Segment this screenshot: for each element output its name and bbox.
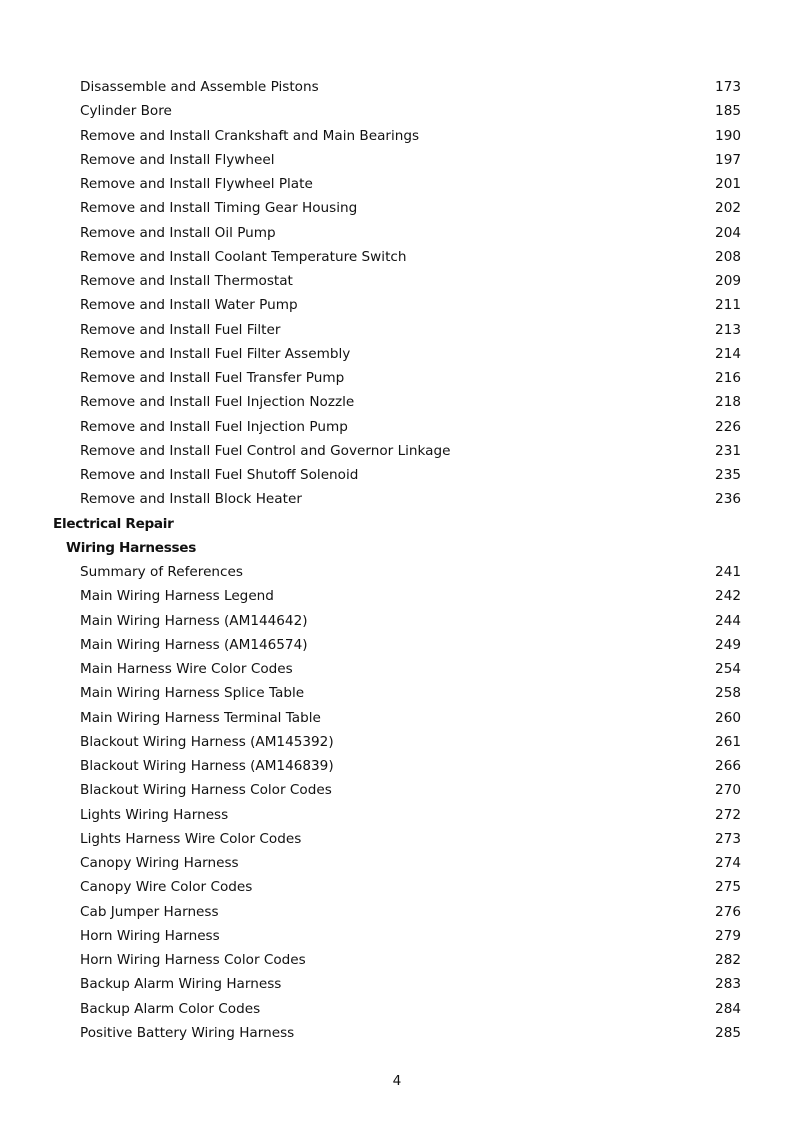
toc-entry-title: Blackout Wiring Harness (AM145392) [80,733,334,750]
toc-entry-title: Horn Wiring Harness Color Codes [80,952,306,968]
toc-entry [0,972,794,996]
toc-entry [0,1021,794,1045]
toc-entry-title: Blackout Wiring Harness (AM146839) [80,758,334,774]
toc-entry [0,75,794,99]
toc-entry-page: 254 [715,661,741,677]
toc-entry-title: Lights Wiring Harness [80,806,229,823]
toc-entry [0,778,794,802]
toc-entry [0,609,794,633]
toc-entry-page: 197 [715,151,741,168]
toc-entry-page: 283 [715,976,741,993]
toc-entry [0,924,794,948]
toc-entry [0,439,794,463]
toc-entry-title: Remove and Install Fuel Injection Nozzle [80,394,355,411]
toc-entry-page: 266 [715,758,741,774]
toc-entry-page: 213 [715,321,741,338]
toc-entry [0,875,794,899]
toc-entry-page: 285 [715,1024,741,1041]
toc-entry-page: 282 [715,952,741,968]
toc-entry-page: 242 [715,588,741,605]
toc-entry-title: Lights Harness Wire Color Codes [80,830,302,847]
toc-entry-title: Remove and Install Timing Gear Housing [80,200,358,217]
toc-entry-page: 185 [715,103,741,120]
toc-entry [0,706,794,730]
table-of-contents [0,75,794,1045]
toc-entry [0,245,794,269]
toc-entry-title: Canopy Wiring Harness [80,855,239,871]
toc-entry [0,900,794,924]
toc-entry-title: Main Wiring Harness Terminal Table [80,709,321,726]
toc-entry-title: Main Wiring Harness (AM146574) [80,636,308,653]
toc-entry-page: 208 [715,248,741,265]
toc-entry-title: Remove and Install Block Heater [80,491,302,508]
toc-entry [0,657,794,681]
toc-entry-title: Remove and Install Fuel Filter [80,321,281,338]
toc-entry-title: Remove and Install Flywheel [80,151,275,168]
toc-entry-page: 274 [715,855,741,871]
toc-entry-page: 236 [715,491,741,508]
page-number: 4 [392,1073,402,1089]
toc-entry-page: 173 [715,79,741,95]
toc-entry-page: 214 [715,345,741,362]
toc-entry-title: Remove and Install Crankshaft and Main Bearings [80,127,420,144]
toc-entry-page: 244 [715,612,741,629]
toc-entry [0,148,794,172]
toc-entry-page: 211 [715,297,741,314]
toc-entry [0,487,794,511]
toc-entry-page: 261 [715,733,741,750]
toc-entry-title: Remove and Install Flywheel Plate [80,176,313,192]
toc-entry [0,851,794,875]
toc-entry-title: Main Wiring Harness Splice Table [80,685,305,702]
toc-entry-page: 279 [715,927,741,944]
toc-section-heading [0,512,794,536]
toc-entry-title: Remove and Install Fuel Filter Assembly [80,345,351,362]
toc-entry [0,293,794,317]
toc-entry-title: Main Harness Wire Color Codes [80,661,293,677]
toc-entry-page: 202 [715,200,741,217]
toc-entry-page: 204 [715,224,741,241]
toc-entry [0,681,794,705]
toc-entry [0,997,794,1021]
toc-entry-title: Blackout Wiring Harness Color Codes [80,782,332,799]
toc-entry-page: 235 [715,467,741,483]
toc-entry [0,99,794,123]
toc-entry [0,754,794,778]
toc-entry-title: Remove and Install Coolant Temperature Switch [80,248,407,265]
toc-entry-page: 209 [715,273,741,289]
toc-entry [0,269,794,293]
toc-entry-page: 249 [715,636,741,653]
toc-section-heading [0,536,794,560]
toc-entry [0,366,794,390]
toc-entry-page: 218 [715,394,741,411]
toc-entry-page: 216 [715,370,741,386]
toc-entry-page: 284 [715,1000,741,1017]
toc-entry-page: 276 [715,903,741,920]
toc-entry-title: Remove and Install Oil Pump [80,224,276,241]
toc-entry [0,172,794,196]
toc-entry-page: 270 [715,782,741,799]
toc-entry-page: 258 [715,685,741,702]
toc-entry-page: 272 [715,806,741,823]
toc-entry-title: Remove and Install Fuel Shutoff Solenoid [80,467,359,483]
toc-entry [0,124,794,148]
toc-entry-title: Remove and Install Fuel Control and Governor Linkage [80,442,451,459]
toc-entry [0,318,794,342]
toc-entry-page: 231 [715,442,741,459]
toc-entry-page: 201 [715,176,741,192]
toc-entry-title: Summary of References [80,564,243,580]
toc-entry [0,803,794,827]
toc-entry-title: Backup Alarm Wiring Harness [80,976,282,993]
toc-entry-page: 190 [715,127,741,144]
toc-entry-title: Cab Jumper Harness [80,903,219,920]
toc-entry-page: 226 [715,418,741,435]
toc-entry-title: Electrical Repair [53,515,174,532]
toc-entry-title: Horn Wiring Harness [80,927,220,944]
toc-entry [0,560,794,584]
toc-entry [0,390,794,414]
toc-entry [0,415,794,439]
toc-entry [0,730,794,754]
toc-entry-title: Remove and Install Water Pump [80,297,298,314]
toc-entry-title: Main Wiring Harness (AM144642) [80,612,308,629]
toc-entry [0,342,794,366]
toc-entry-page: 241 [715,564,741,580]
toc-entry [0,948,794,972]
toc-entry-title: Positive Battery Wiring Harness [80,1024,295,1041]
toc-entry [0,196,794,220]
toc-entry-page: 273 [715,830,741,847]
toc-entry-title: Cylinder Bore [80,103,172,120]
toc-entry-title: Remove and Install Thermostat [80,273,293,289]
toc-entry [0,633,794,657]
toc-entry [0,221,794,245]
toc-entry-page: 260 [715,709,741,726]
toc-entry [0,584,794,608]
toc-entry-title: Remove and Install Fuel Transfer Pump [80,370,345,386]
toc-entry [0,827,794,851]
toc-entry [0,463,794,487]
toc-entry-title: Wiring Harnesses [66,539,197,556]
toc-entry-title: Remove and Install Fuel Injection Pump [80,418,348,435]
toc-entry-page: 275 [715,879,741,896]
toc-entry-title: Canopy Wire Color Codes [80,879,253,896]
toc-entry-title: Backup Alarm Color Codes [80,1000,261,1017]
toc-entry-title: Disassemble and Assemble Pistons [80,79,319,95]
toc-entry-title: Main Wiring Harness Legend [80,588,274,605]
